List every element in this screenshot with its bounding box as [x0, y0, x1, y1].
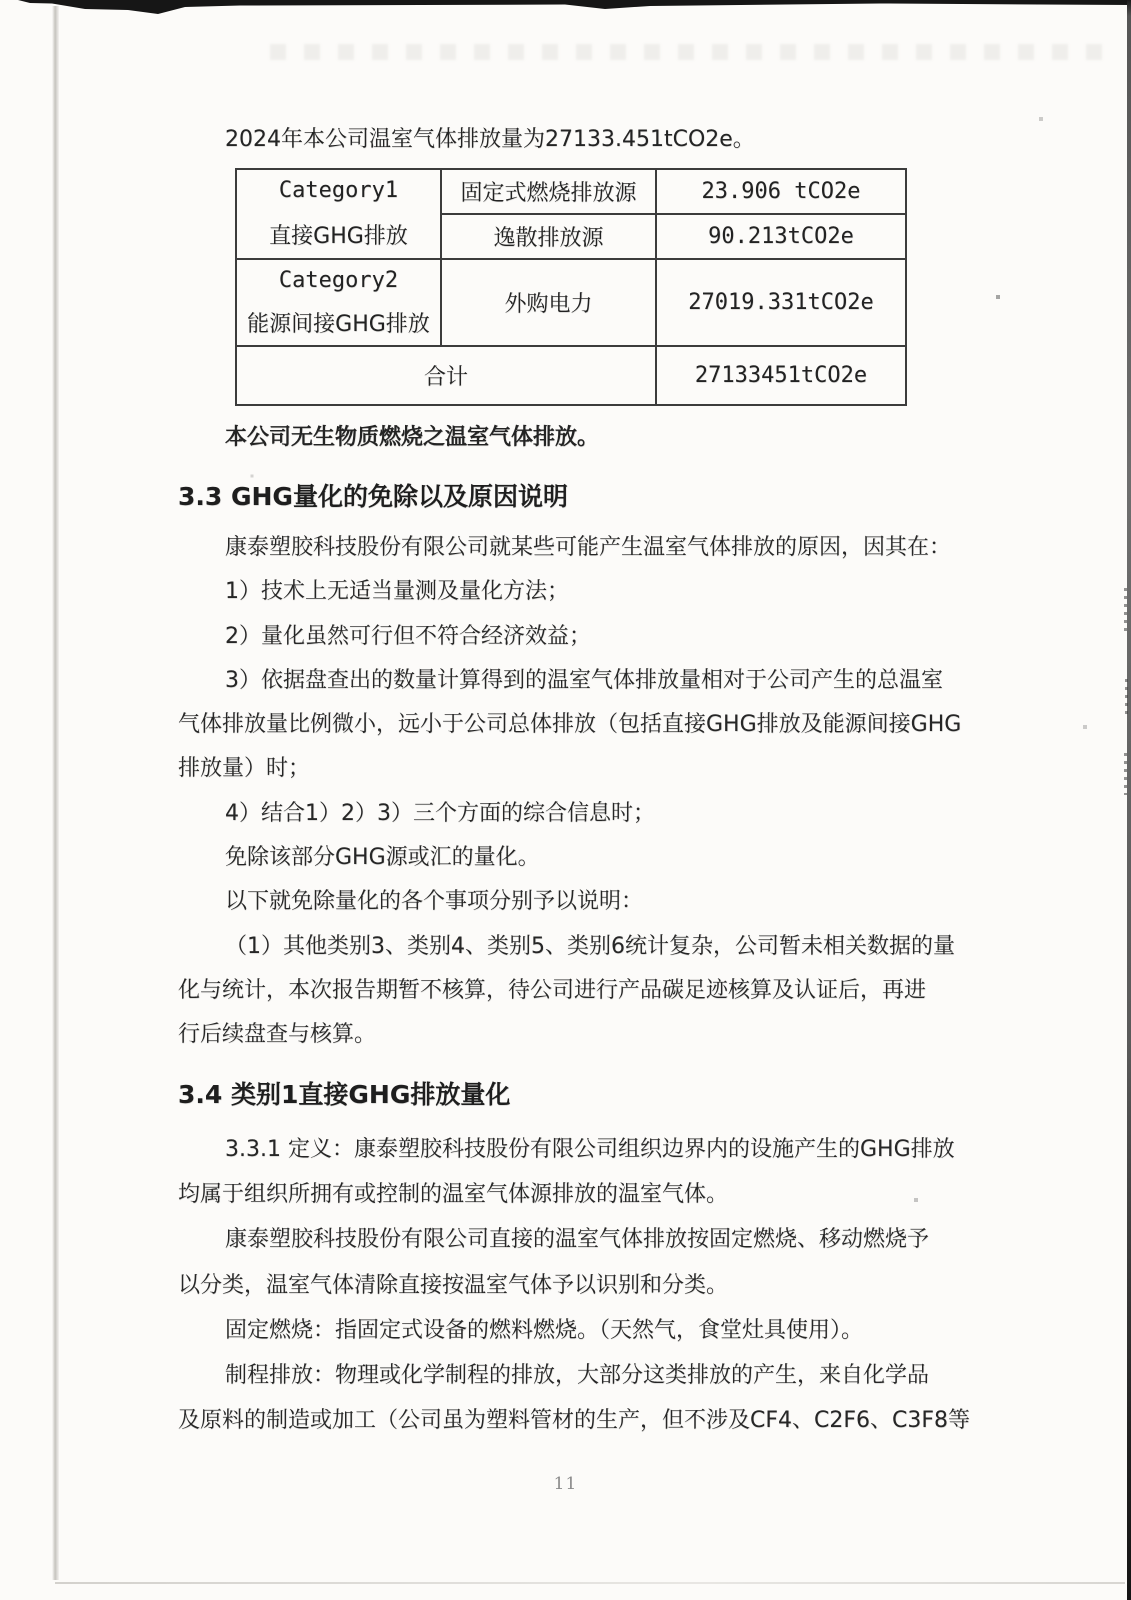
- emission-source-cell: 固定式燃烧排放源: [441, 169, 656, 214]
- scan-noise-specks: [0, 0, 2, 2]
- bleed-through-marks: [1124, 753, 1127, 795]
- scan-fold-line: [52, 6, 59, 1580]
- intro-text: 2024年本公司温室气体排放量为27133.451tCO2e。: [225, 127, 755, 152]
- section-3-4-body: [178, 1127, 1108, 1443]
- emission-source-cell: 逸散排放源: [441, 214, 656, 259]
- text-line: 康泰塑胶科技股份有限公司就某些可能产生温室气体排放的原因，因其在：: [225, 535, 952, 560]
- emission-source-cell: 外购电力: [441, 259, 656, 346]
- total-value-cell: 27133451tCO2e: [656, 346, 906, 405]
- text-line: 固定燃烧：指固定式设备的燃料燃烧。（天然气，食堂灶具使用）。: [225, 1317, 864, 1343]
- text-line: 3.3.1 定义：康泰塑胶科技股份有限公司组织边界内的设施产生的GHG排放: [225, 1137, 955, 1162]
- category1-type: 直接GHG排放: [269, 224, 408, 249]
- text-line: 及原料的制造或加工（公司虽为塑料管材的生产，但不涉及CF4、C2F6、C3F8等: [178, 1408, 971, 1434]
- text-line: 化与统计，本次报告期暂不核算，待公司进行产品碳足迹核算及认证后，再进: [178, 977, 927, 1003]
- emission-value-cell: 90.213tCO2e: [656, 214, 906, 259]
- text-line: 免除该部分GHG源或汇的量化。: [225, 845, 540, 871]
- text-line: 气体排放量比例微小，远小于公司总体排放（包括直接GHG排放及能源间接GHG: [178, 712, 962, 738]
- section-3-4-heading: 3.4 类别1直接GHG排放量化: [178, 1080, 511, 1109]
- text-line: 制程排放：物理或化学制程的排放，大部分这类排放的产生，来自化学品: [225, 1363, 930, 1389]
- category2-cell: [236, 259, 441, 346]
- bleed-through-marks: [1125, 679, 1128, 715]
- emission-value-cell: 23.906 tCO2e: [656, 169, 906, 214]
- category2-name: Category2: [278, 267, 399, 293]
- text-line: 3）依据盘查出的数量计算得到的温室气体排放量相对于公司产生的总温室: [225, 667, 943, 693]
- bleed-through-smudge: [270, 44, 1110, 60]
- scan-right-edge: [1127, 0, 1131, 1600]
- text-line: 康泰塑胶科技股份有限公司直接的温室气体排放按固定燃烧、移动燃烧予: [225, 1227, 930, 1253]
- emissions-table: [235, 168, 907, 406]
- category1-name: Category1: [278, 178, 399, 203]
- text-line: 2）量化虽然可行但不符合经济效益；: [225, 623, 591, 649]
- category1-cell: [236, 169, 441, 259]
- text-line: （1）其他类别3、类别4、类别5、类别6统计复杂，公司暂未相关数据的量: [225, 933, 955, 959]
- text-line: 以下就免除量化的各个事项分别予以说明：: [225, 889, 644, 915]
- section-3-3-heading: 3.3 GHG量化的免除以及原因说明: [178, 482, 568, 511]
- emission-value-cell: 27019.331tCO2e: [656, 259, 906, 346]
- biomass-note: 本公司无生物质燃烧之温室气体排放。: [225, 425, 600, 450]
- category2-type: 能源间接GHG排放: [247, 311, 430, 337]
- text-line: 4）结合1）2）3）三个方面的综合信息时；: [225, 800, 655, 826]
- text-line: 行后续盘查与核算。: [178, 1022, 377, 1048]
- text-line: 均属于组织所拥有或控制的温室气体源排放的温室气体。: [178, 1182, 729, 1208]
- text-line: 1）技术上无适当量测及量化方法；: [225, 579, 569, 605]
- scan-top-edge: [0, 0, 1131, 18]
- bleed-through-marks: [1124, 588, 1127, 632]
- text-line: 以分类，温室气体清除直接按温室气体予以识别和分类。: [178, 1272, 729, 1298]
- page-number: 11: [553, 1474, 578, 1494]
- section-3-3-body: [178, 526, 1108, 1058]
- scan-bottom-edge: [55, 1582, 1125, 1584]
- text-line: 排放量）时；: [178, 756, 311, 782]
- total-label-cell: 合计: [236, 346, 656, 405]
